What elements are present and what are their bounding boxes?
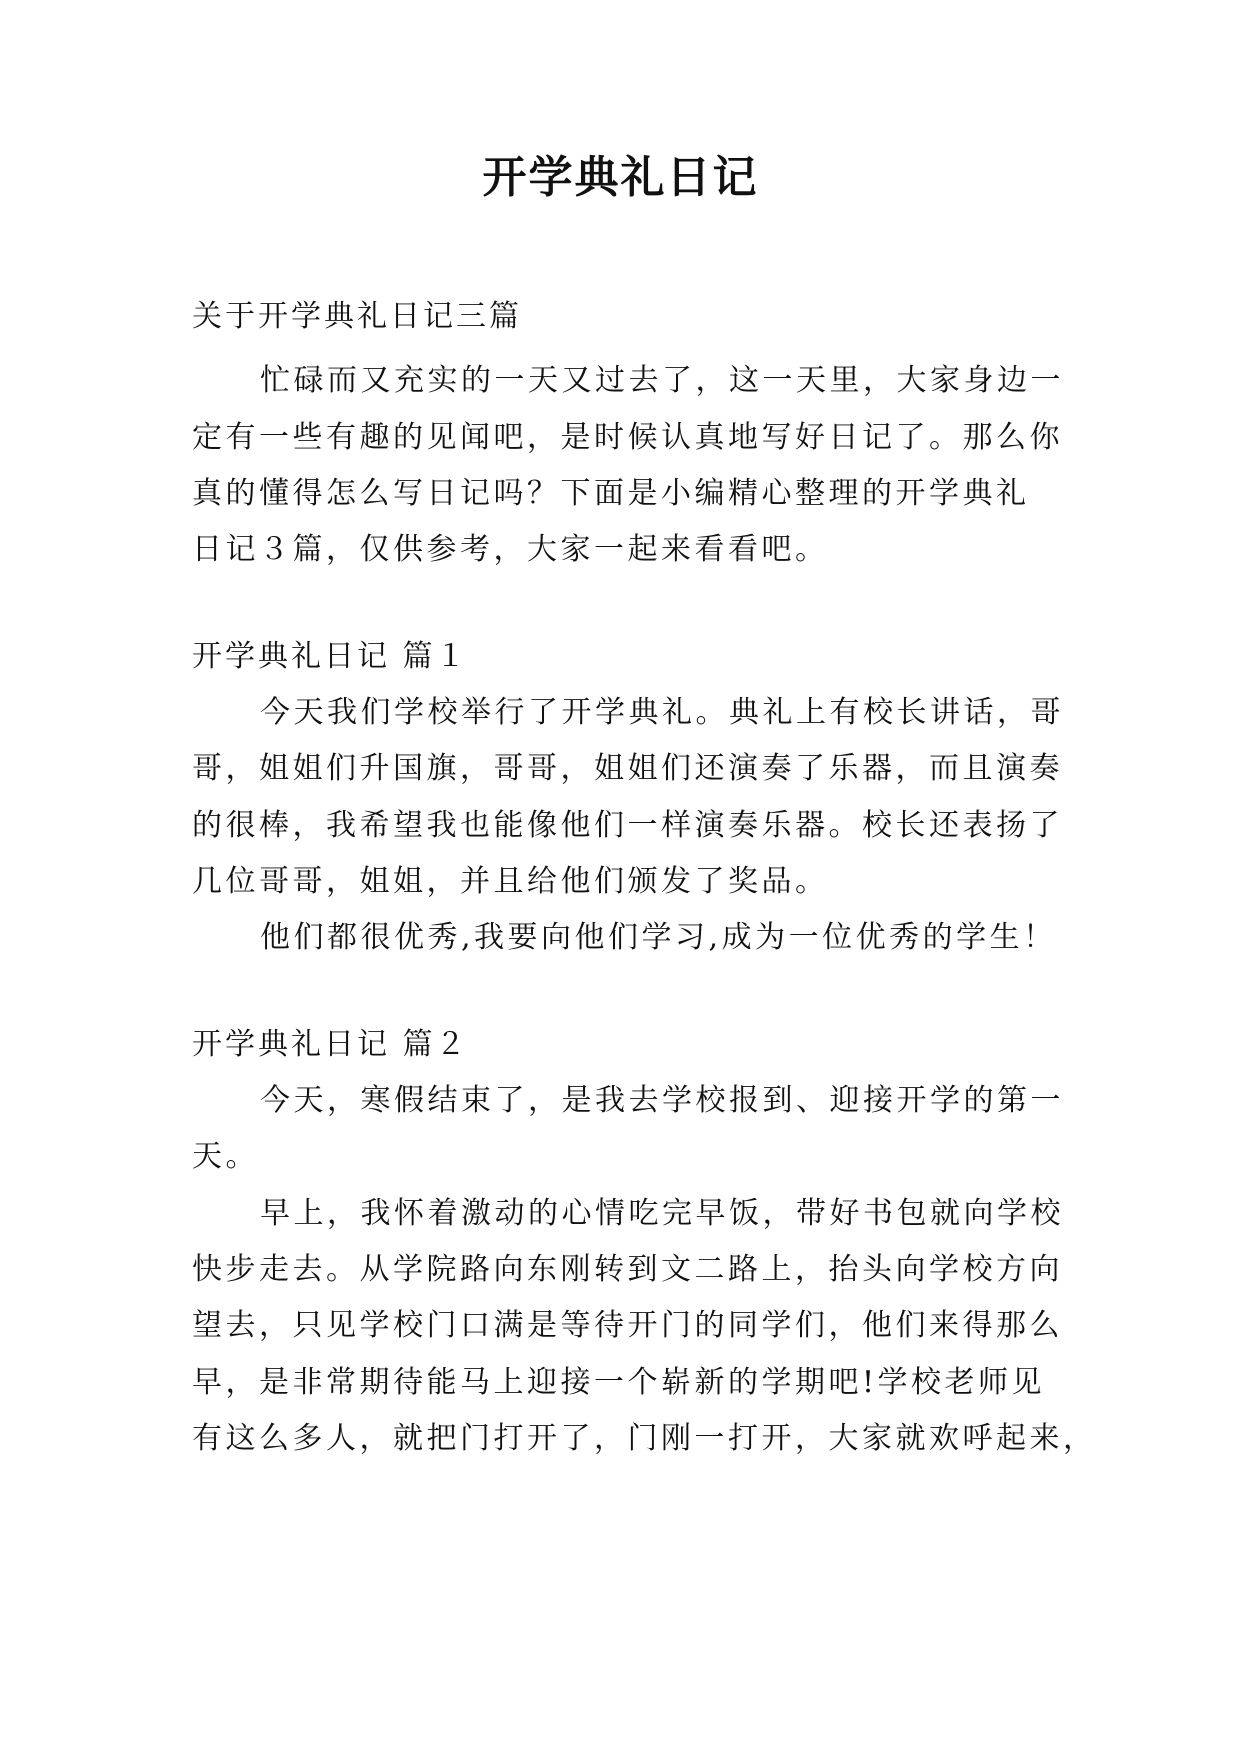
section-2-line: 早，是非常期待能马上迎接一个崭新的学期吧!学校老师见: [192, 1365, 1046, 1400]
section-1-line: 哥，姐姐们升国旗，哥哥，姐姐们还演奏了乐器，而且演奏: [192, 751, 1063, 786]
section-2-line: 有这么多人，就把门打开了，门刚一打开，大家就欢呼起来，: [192, 1421, 1097, 1456]
section-2-line: 快步走去。从学院路向东刚转到文二路上，抬头向学校方向: [192, 1252, 1063, 1287]
document-title: 开学典礼日记: [482, 152, 759, 203]
intro-line: 定有一些有趣的见闻吧，是时候认真地写好日记了。那么你: [192, 420, 1063, 455]
section-1-line: 今天我们学校举行了开学典礼。典礼上有校长讲话，哥: [260, 695, 1064, 730]
section-2-heading: 开学典礼日记 篇２: [192, 1027, 469, 1062]
intro-line: 日记３篇，仅供参考，大家一起来看看吧。: [192, 532, 829, 567]
section-2-line: 天。: [192, 1139, 259, 1174]
section-2-line: 早上，我怀着激动的心情吃完早饭，带好书包就向学校: [260, 1196, 1064, 1231]
section-1-line: 的很棒，我希望我也能像他们一样演奏乐器。校长还表扬了: [192, 808, 1063, 843]
section-1-heading: 开学典礼日记 篇１: [192, 639, 469, 674]
section-1-line: 几位哥哥，姐姐，并且给他们颁发了奖品。: [192, 864, 829, 899]
section-2-line: 望去，只见学校门口满是等待开门的同学们，他们来得那么: [192, 1308, 1063, 1343]
intro-line: 真的懂得怎么写日记吗？下面是小编精心整理的开学典礼: [192, 476, 1030, 511]
section-2-line: 今天，寒假结束了，是我去学校报到、迎接开学的第一: [260, 1083, 1064, 1118]
document-subtitle: 关于开学典礼日记三篇: [192, 299, 522, 334]
section-1-line: 他们都很优秀,我要向他们学习,成为一位优秀的学生！: [260, 920, 1057, 955]
intro-line: 忙碌而又充实的一天又过去了，这一天里，大家身边一: [260, 363, 1064, 398]
